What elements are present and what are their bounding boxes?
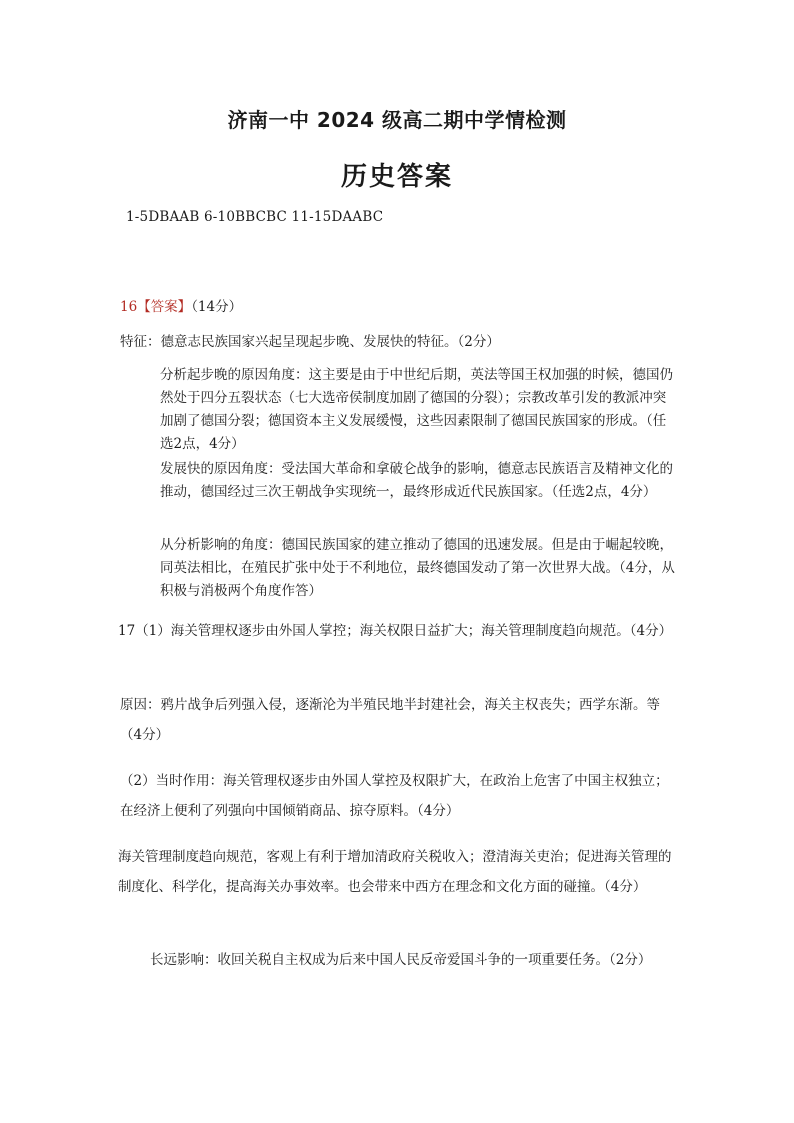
choice-answers: 1-5DBAAB 6-10BBCBC 11-15DAABC — [126, 209, 384, 225]
q17-reason: 原因：鸦片战争后列强入侵，逐渐沦为半殖民地半封建社会，海关主权丧失；西学东渐。等（4分） — [120, 697, 660, 743]
q16-impact: 从分析影响的角度：德国民族国家的建立推动了德国的迅速发展。但是由于崛起较晚，同英法相比，在殖民扩张中处于不利地位，最终德国发动了第一次世界大战。（4分，从积极与消极两个角度作答） — [160, 537, 675, 599]
q16-answer-tag: 【答案】 — [137, 299, 192, 315]
q17-part1: 17（1）海关管理权逐步由外国人掌控；海关权限日益扩大；海关管理制度趋向规范。（4分） — [118, 623, 673, 639]
q17-part2: （2）当时作用：海关管理权逐步由外国人掌控及权限扩大，在政治上危害了中国主权独立；在经济上便利了列强向中国倾销商品、掠夺原料。（4分） — [120, 773, 669, 819]
q16-fast-reason: 发展快的原因角度：受法国大革命和拿破仑战争的影响，德意志民族语言及精神文化的推动，德国经过三次王朝战争实现统一，最终形成近代民族国家。（任选2点，4分） — [160, 461, 673, 500]
q17-longterm: 长远影响：收回关税自主权成为后来中国人民反帝爱国斗争的一项重要任务。（2分） — [150, 952, 652, 968]
q16-header — [120, 295, 242, 315]
q16-feature: 特征：德意志民族国家兴起呈现起步晚、发展快的特征。（2分） — [120, 334, 500, 350]
q16-score: （14分） — [191, 299, 243, 315]
document-subtitle: 历史答案 — [340, 162, 453, 192]
q16-late-reason: 分析起步晚的原因角度：这主要是由于中世纪后期，英法等国王权加强的时候，德国仍然处于四分五裂状态（七大选帝侯制度加剧了德国的分裂）；宗教改革引发的教派冲突加剧了德国分裂；德国资本主义发展缓慢，这些因素限制了德国民族国家的形成。（任选2点，4分） — [160, 367, 673, 452]
document-title: 济南一中 2024 级高二期中学情检测 — [227, 108, 567, 132]
q17-customs: 海关管理制度趋向规范，客观上有利于增加清政府关税收入；澄清海关吏治；促进海关管理的制度化、科学化，提高海关办事效率。也会带来中西方在理念和文化方面的碰撞。（4分） — [118, 849, 672, 895]
q16-number: 16 — [120, 299, 138, 315]
